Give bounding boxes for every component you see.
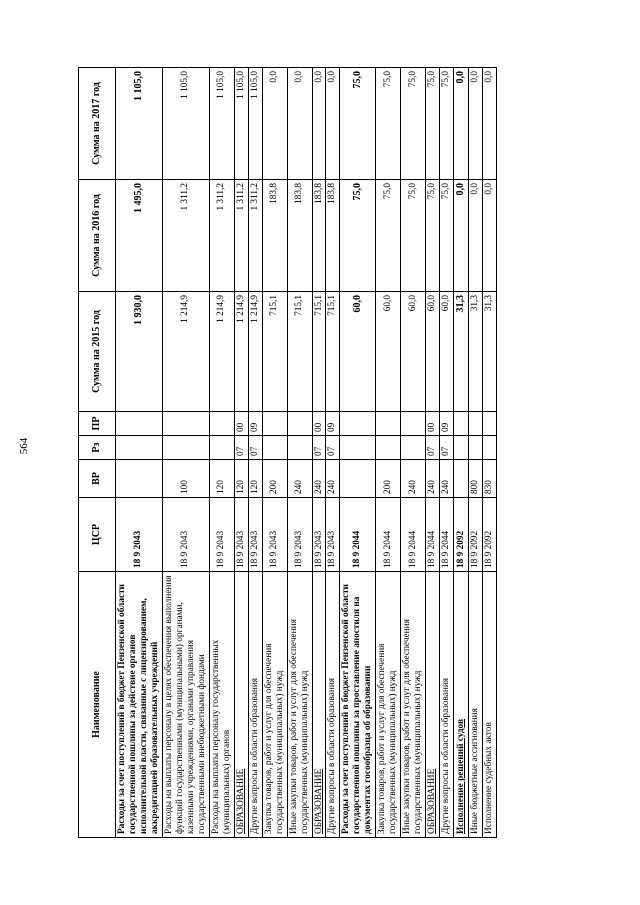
cell-sum-2016: 75,0 — [440, 180, 454, 292]
cell-sum-2017: 0,0 — [312, 68, 326, 180]
cell-vr — [454, 460, 469, 498]
header-sum-2016: Сумма на 2016 год — [79, 180, 116, 292]
table-row — [454, 68, 469, 838]
header-pr: ПР — [79, 412, 116, 436]
cell-sum-2016: 1 311,2 — [248, 180, 262, 292]
cell-sum-2015: 60,0 — [426, 292, 440, 412]
cell-name: Закупка товаров, работ и услуг для обеспечения государственных (муниципальных) нужд — [376, 572, 401, 838]
cell-sum-2015: 60,0 — [340, 292, 376, 412]
cell-sum-2016: 183,8 — [287, 180, 312, 292]
cell-sum-2017: 1 105,0 — [234, 68, 248, 180]
cell-csr: 18 9 2043 — [287, 498, 312, 572]
cell-vr: 240 — [326, 460, 340, 498]
cell-sum-2016: 1 311,2 — [162, 180, 209, 292]
cell-csr: 18 9 2043 — [262, 498, 287, 572]
cell-name: Расходы на выплаты персоналу государственных (муниципальных) органов — [209, 572, 234, 838]
cell-vr: 240 — [401, 460, 426, 498]
cell-csr: 18 9 2092 — [482, 498, 496, 572]
cell-sum-2016: 0,0 — [454, 180, 469, 292]
cell-sum-2016: 75,0 — [340, 180, 376, 292]
cell-sum-2015: 1 214,9 — [234, 292, 248, 412]
table-row — [234, 68, 248, 838]
cell-rz — [340, 436, 376, 460]
cell-csr: 18 9 2044 — [340, 498, 376, 572]
cell-sum-2017: 1 105,0 — [248, 68, 262, 180]
table-row — [440, 68, 454, 838]
cell-sum-2015: 31,3 — [468, 292, 482, 412]
cell-sum-2015: 31,3 — [454, 292, 469, 412]
cell-vr: 120 — [234, 460, 248, 498]
cell-sum-2016: 183,8 — [312, 180, 326, 292]
cell-sum-2017: 0,0 — [482, 68, 496, 180]
cell-sum-2017: 75,0 — [440, 68, 454, 180]
cell-sum-2015: 1 214,9 — [248, 292, 262, 412]
cell-sum-2017: 0,0 — [454, 68, 469, 180]
cell-pr — [162, 412, 209, 436]
cell-name: Иные бюджетные ассигнования — [468, 572, 482, 838]
cell-sum-2017: 0,0 — [287, 68, 312, 180]
table-row — [468, 68, 482, 838]
table-row — [376, 68, 401, 838]
cell-vr — [340, 460, 376, 498]
cell-sum-2015: 60,0 — [376, 292, 401, 412]
cell-sum-2017: 75,0 — [426, 68, 440, 180]
cell-sum-2016: 183,8 — [262, 180, 287, 292]
cell-sum-2016: 0,0 — [468, 180, 482, 292]
cell-pr — [401, 412, 426, 436]
cell-sum-2016: 1 311,2 — [234, 180, 248, 292]
cell-sum-2016: 1 495,0 — [116, 180, 163, 292]
cell-vr: 240 — [287, 460, 312, 498]
cell-rz — [468, 436, 482, 460]
table-row — [340, 68, 376, 838]
cell-name: Другие вопросы в области образования — [248, 572, 262, 838]
cell-csr: 18 9 2043 — [116, 498, 163, 572]
cell-sum-2015: 1 214,9 — [209, 292, 234, 412]
cell-pr — [376, 412, 401, 436]
cell-rz — [454, 436, 469, 460]
cell-sum-2015: 60,0 — [401, 292, 426, 412]
cell-vr: 100 — [162, 460, 209, 498]
cell-csr: 18 9 2044 — [376, 498, 401, 572]
cell-csr: 18 9 2044 — [440, 498, 454, 572]
cell-sum-2015: 31,3 — [482, 292, 496, 412]
cell-rz: 07 — [440, 436, 454, 460]
cell-sum-2017: 0,0 — [468, 68, 482, 180]
cell-pr: 09 — [326, 412, 340, 436]
table-row — [209, 68, 234, 838]
cell-pr: 09 — [248, 412, 262, 436]
cell-rz: 07 — [248, 436, 262, 460]
header-sum-2015: Сумма на 2015 год — [79, 292, 116, 412]
header-rz: Рз — [79, 436, 116, 460]
cell-rz — [401, 436, 426, 460]
cell-pr: 00 — [426, 412, 440, 436]
cell-csr: 18 9 2092 — [468, 498, 482, 572]
cell-rz — [287, 436, 312, 460]
cell-sum-2016: 0,0 — [482, 180, 496, 292]
cell-sum-2015: 1 214,9 — [162, 292, 209, 412]
budget-table — [78, 67, 497, 838]
cell-rz: 07 — [426, 436, 440, 460]
cell-rz: 07 — [326, 436, 340, 460]
table-body — [116, 68, 497, 838]
table-row — [312, 68, 326, 838]
cell-sum-2015: 715,1 — [287, 292, 312, 412]
cell-sum-2016: 183,8 — [326, 180, 340, 292]
cell-sum-2017: 1 105,0 — [209, 68, 234, 180]
cell-name: Иные закупки товаров, работ и услуг для обеспечения государственных (муниципальных) нужд — [401, 572, 426, 838]
cell-vr — [116, 460, 163, 498]
cell-vr: 240 — [426, 460, 440, 498]
cell-name: ОБРАЗОВАНИЕ — [426, 572, 440, 838]
cell-sum-2016: 75,0 — [376, 180, 401, 292]
cell-name: Исполнение решений судов — [454, 572, 469, 838]
cell-sum-2017: 0,0 — [326, 68, 340, 180]
cell-sum-2016: 1 311,2 — [209, 180, 234, 292]
cell-sum-2016: 75,0 — [401, 180, 426, 292]
header-sum-2017: Сумма на 2017 год — [79, 68, 116, 180]
cell-sum-2015: 715,1 — [262, 292, 287, 412]
cell-csr: 18 9 2043 — [209, 498, 234, 572]
cell-pr: 09 — [440, 412, 454, 436]
cell-vr: 830 — [482, 460, 496, 498]
cell-rz — [116, 436, 163, 460]
cell-vr: 240 — [312, 460, 326, 498]
table-row — [482, 68, 496, 838]
cell-pr — [468, 412, 482, 436]
cell-name: Другие вопросы в области образования — [440, 572, 454, 838]
cell-sum-2017: 1 105,0 — [116, 68, 163, 180]
header-csr: ЦСР — [79, 498, 116, 572]
cell-pr: 00 — [312, 412, 326, 436]
cell-pr — [482, 412, 496, 436]
table-row — [326, 68, 340, 838]
cell-rz — [262, 436, 287, 460]
cell-csr: 18 9 2043 — [162, 498, 209, 572]
table-row — [248, 68, 262, 838]
cell-csr: 18 9 2043 — [234, 498, 248, 572]
header-vr: ВР — [79, 460, 116, 498]
table-row — [162, 68, 209, 838]
budget-table-container — [78, 68, 564, 838]
cell-csr: 18 9 2043 — [312, 498, 326, 572]
cell-name: Иные закупки товаров, работ и услуг для обеспечения государственных (муниципальных) нужд — [287, 572, 312, 838]
table-row — [116, 68, 163, 838]
cell-sum-2017: 0,0 — [262, 68, 287, 180]
cell-rz — [376, 436, 401, 460]
cell-vr: 120 — [209, 460, 234, 498]
cell-name: Закупка товаров, работ и услуг для обеспечения государственных (муниципальных) нужд — [262, 572, 287, 838]
cell-sum-2017: 75,0 — [376, 68, 401, 180]
cell-sum-2016: 75,0 — [426, 180, 440, 292]
cell-sum-2017: 1 105,0 — [162, 68, 209, 180]
table-header-row — [79, 68, 116, 838]
cell-pr — [116, 412, 163, 436]
cell-rz — [162, 436, 209, 460]
cell-vr: 800 — [468, 460, 482, 498]
cell-csr: 18 9 2043 — [248, 498, 262, 572]
table-row — [401, 68, 426, 838]
table-row — [262, 68, 287, 838]
cell-name: Расходы на выплаты персоналу в целях обеспечения выполнения функций государственными (муниципальными) органами, казенными учреждениями, органами управления государственными внебюджетными фондами — [162, 572, 209, 838]
cell-pr: 00 — [234, 412, 248, 436]
table-row — [287, 68, 312, 838]
cell-rz — [209, 436, 234, 460]
cell-pr — [262, 412, 287, 436]
cell-csr: 18 9 2043 — [326, 498, 340, 572]
cell-vr: 240 — [440, 460, 454, 498]
cell-sum-2015: 715,1 — [312, 292, 326, 412]
cell-name: Расходы за счет поступлений в бюджет Пензенской области государственной пошлины за действие органов исполнительной власти, связанные с лицензированием, аккредитацией образовательных учреждений — [116, 572, 163, 838]
cell-vr: 200 — [262, 460, 287, 498]
header-name: Наименование — [79, 572, 116, 838]
cell-pr — [454, 412, 469, 436]
cell-name: Другие вопросы в области образования — [326, 572, 340, 838]
cell-sum-2017: 75,0 — [340, 68, 376, 180]
cell-sum-2017: 75,0 — [401, 68, 426, 180]
cell-rz — [482, 436, 496, 460]
page-number: 564 — [18, 437, 30, 455]
cell-sum-2015: 715,1 — [326, 292, 340, 412]
cell-sum-2015: 1 930,0 — [116, 292, 163, 412]
cell-rz: 07 — [234, 436, 248, 460]
cell-csr: 18 9 2092 — [454, 498, 469, 572]
table-row — [426, 68, 440, 838]
cell-csr: 18 9 2044 — [401, 498, 426, 572]
cell-name: ОБРАЗОВАНИЕ — [234, 572, 248, 838]
cell-name: Исполнение судебных актов — [482, 572, 496, 838]
cell-csr: 18 9 2044 — [426, 498, 440, 572]
cell-sum-2015: 60,0 — [440, 292, 454, 412]
cell-pr — [340, 412, 376, 436]
cell-name: Расходы за счет поступлений в бюджет Пензенской области государственной пошлины за проставление апостиля на документах госообразца об образовании — [340, 572, 376, 838]
cell-pr — [287, 412, 312, 436]
cell-vr: 200 — [376, 460, 401, 498]
cell-pr — [209, 412, 234, 436]
cell-name: ОБРАЗОВАНИЕ — [312, 572, 326, 838]
cell-rz: 07 — [312, 436, 326, 460]
cell-vr: 120 — [248, 460, 262, 498]
